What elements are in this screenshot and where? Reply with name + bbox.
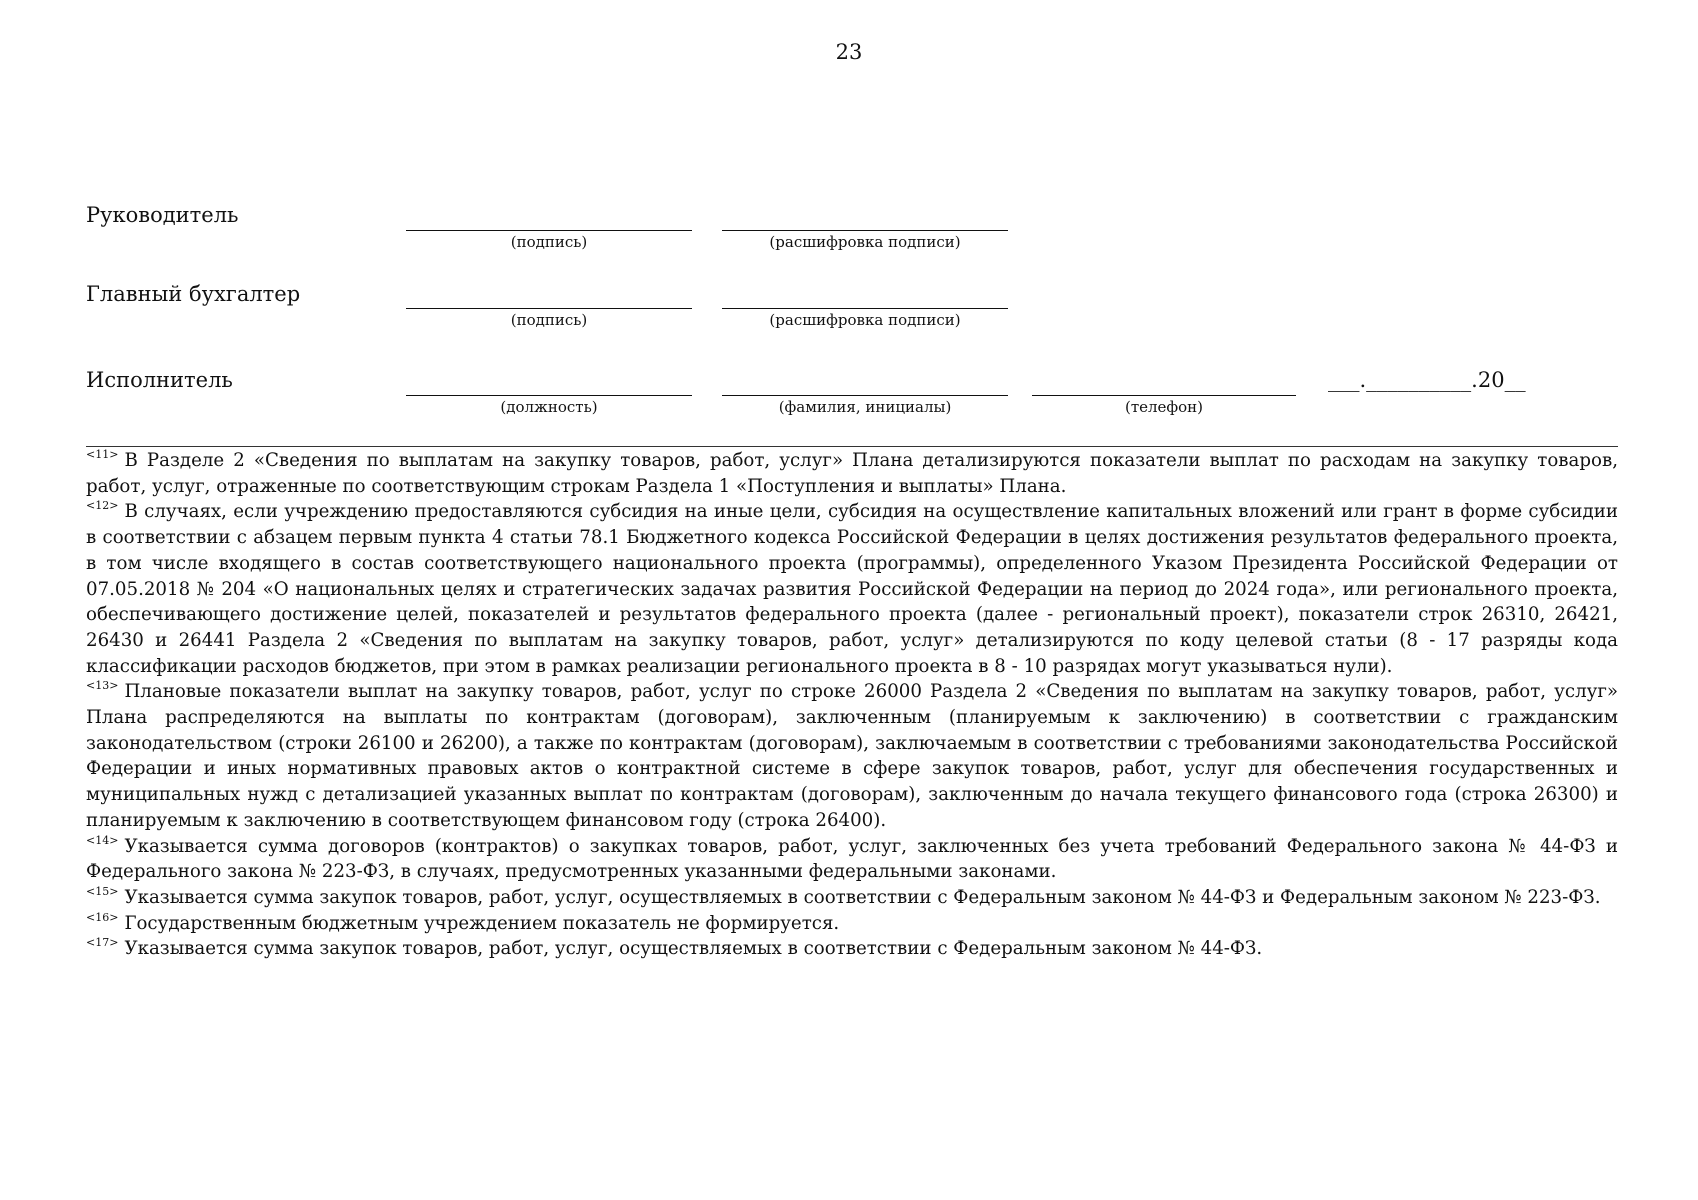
footnote-text: Плановые показатели выплат на закупку товаров, работ, услуг по строке 26000 Раздела 2 «Сведения по выплатам на закупку товаров, работ, услуг» Плана распределяются на выплаты по контрактам (договорам), заключенным (планируемым к заключению) в соответствии с гражданским законодательством (строки 26100 и 26200), а также по контрактам (договорам), заключаемым в соответствии с требованиями законодательства Российской Федерации и иных нормативных правовых актов о контрактной системе в сфере закупок товаров, работ, услуг для обеспечения государственных и муниципальных нужд с детализацией указанных выплат по контрактам (договорам), заключенным до начала текущего финансового года (строка 26300) и планируемым к заключению в соответствующем финансовом году (строка 26400).	[86, 681, 1618, 831]
head-name-caption: (расшифровка подписи)	[769, 233, 961, 251]
footnote-text: В случаях, если учреждению предоставляются субсидия на иные цели, субсидия на осуществление капитальных вложений или грант в форме субсидии в соответствии с абзацем первым пункта 4 статьи 78.1 Бюджетного кодекса Российской Федерации в целях достижения результатов федерального проекта, в том числе входящего в состав соответствующего национального проекта (программы), определенного Указом Президента Российской Федерации от 07.05.2018 № 204 «О национальных целях и стратегических задачах развития Российской Федерации на период до 2024 года», или регионального проекта, обеспечивающего достижение целей, показателей и результатов федерального проекта (далее - региональный проект), показатели строк 26310, 26421, 26430 и 26441 Раздела 2 «Сведения по выплатам на закупку товаров, работ, услуг» детализируются по коду целевой статьи (8 - 17 разряды кода классификации расходов бюджетов, при этом в рамках реализации регионального проекта в 8 - 10 разрядах могут указываться нули).	[86, 501, 1618, 677]
footnote-marker: <14>	[86, 833, 119, 847]
executor-position-line[interactable]	[406, 395, 692, 396]
footnote-marker: <12>	[86, 499, 119, 513]
footnote-marker: <15>	[86, 884, 119, 898]
executor-phone-line[interactable]	[1032, 395, 1296, 396]
footnote-16	[86, 911, 1618, 937]
footnote-17	[86, 936, 1618, 962]
executor-position-caption: (должность)	[500, 398, 598, 416]
footnote-marker: <16>	[86, 910, 119, 924]
chief-accountant-name-caption: (расшифровка подписи)	[769, 311, 961, 329]
footnote-text: Государственным бюджетным учреждением показатель не формируется.	[124, 912, 840, 934]
footnote-text: Указывается сумма договоров (контрактов) о закупках товаров, работ, услуг, заключенных без учета требований Федерального закона № 44-ФЗ и Федерального закона № 223-ФЗ, в случаях, предусмотренных указанными федеральными законами.	[86, 835, 1618, 883]
footnote-text: Указывается сумма закупок товаров, работ, услуг, осуществляемых в соответствии с Федеральным законом № 44-ФЗ и Федеральным законом № 223-ФЗ.	[124, 886, 1601, 908]
executor-label: Исполнитель	[86, 368, 233, 392]
executor-name-line[interactable]	[722, 395, 1008, 396]
chief-accountant-label: Главный бухгалтер	[86, 282, 301, 306]
executor-phone-caption: (телефон)	[1124, 398, 1204, 416]
executor-name-caption: (фамилия, инициалы)	[778, 398, 952, 416]
head-signature-line[interactable]	[406, 230, 692, 231]
footnote-13	[86, 679, 1618, 833]
chief-accountant-signature-caption: (подпись)	[510, 311, 588, 329]
footnote-marker: <13>	[86, 679, 119, 693]
executor-date-field[interactable]: ___.__________.20__	[1328, 368, 1526, 392]
footnote-separator	[86, 446, 1618, 447]
footnote-text: Указывается сумма закупок товаров, работ, услуг, осуществляемых в соответствии с Федеральным законом № 44-ФЗ.	[124, 938, 1263, 960]
chief-accountant-signature-line[interactable]	[406, 308, 692, 309]
head-label: Руководитель	[86, 203, 239, 227]
head-name-line[interactable]	[722, 230, 1008, 231]
footnote-15	[86, 885, 1618, 911]
head-signature-caption: (подпись)	[510, 233, 588, 251]
page-number: 23	[835, 40, 863, 64]
footnote-12	[86, 499, 1618, 679]
footnote-marker: <17>	[86, 936, 119, 950]
footnotes	[86, 448, 1618, 962]
footnote-marker: <11>	[86, 448, 119, 461]
footnote-14	[86, 834, 1618, 885]
footnote-text: В Разделе 2 «Сведения по выплатам на закупку товаров, работ, услуг» Плана детализируются показатели выплат по расходам на закупку товаров, работ, услуг, отраженные по соответствующим строкам Раздела 1 «Поступления и выплаты» Плана.	[86, 450, 1618, 497]
chief-accountant-name-line[interactable]	[722, 308, 1008, 309]
footnote-11	[86, 448, 1618, 499]
